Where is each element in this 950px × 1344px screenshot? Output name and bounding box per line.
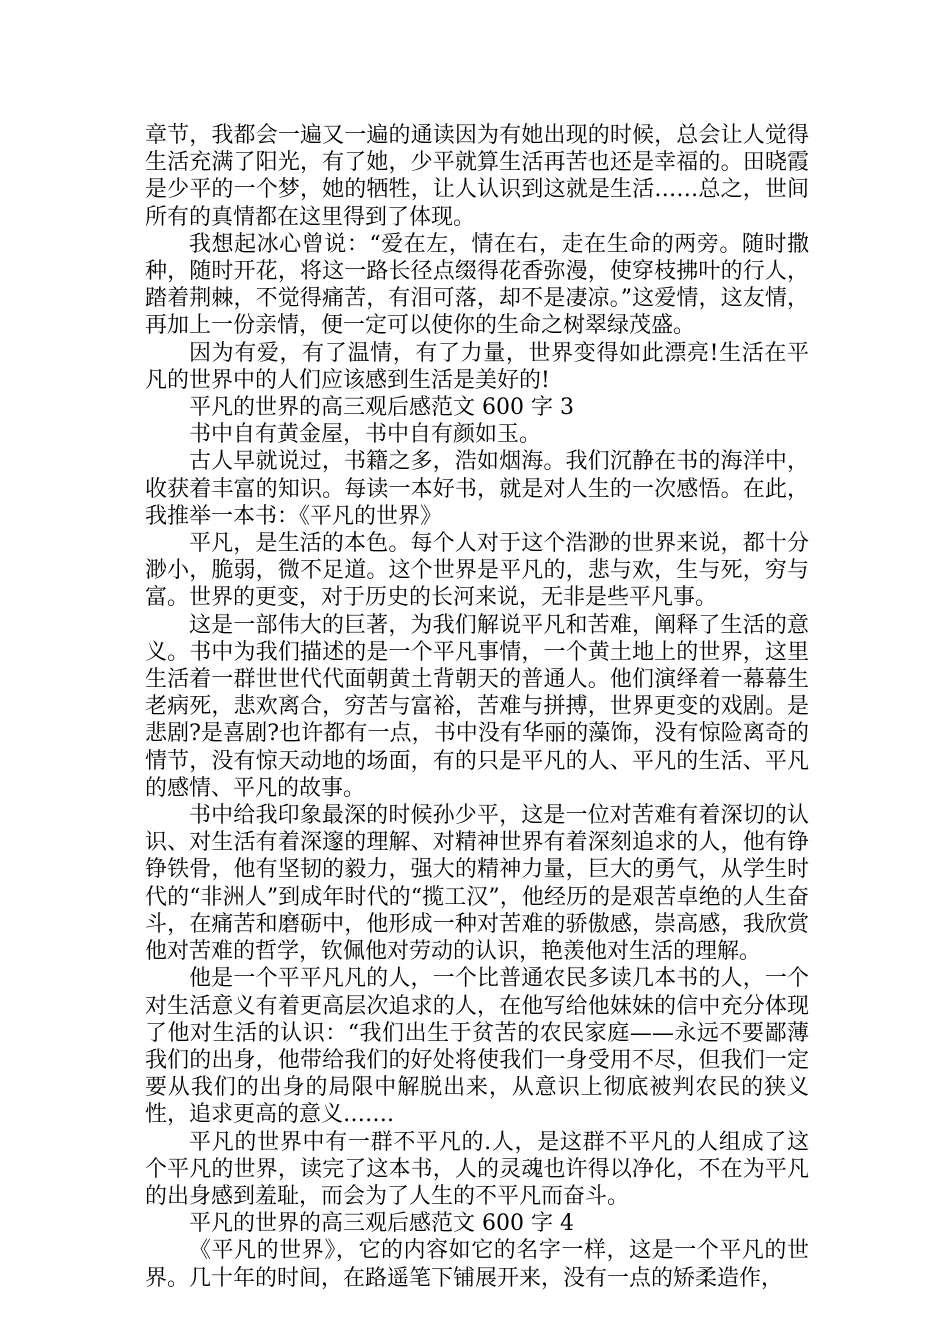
section-heading-3: 平凡的世界的高三观后感范文 600 字 3	[189, 395, 574, 421]
paragraph-5: 古人早就说过，书籍之多，浩如烟海。我们沉静在书的海洋中，收获着丰富的知识。每读一本好书，就是对人生的一次感悟。在此，我推举一本书：《平凡的世界》	[145, 449, 809, 529]
paragraph-4: 书中自有黄金屋，书中自有颜如玉。	[189, 422, 542, 448]
document-page	[145, 122, 809, 1292]
paragraph-7: 这是一部伟大的巨著，为我们解说平凡和苦难，阐释了生活的意义。书中为我们描述的是一个平凡事情，一个黄土地上的世界，这里生活着一群世世代代面朝黄土背朝天的普通人。他们演绎着一幕幕生老病死，悲欢离合，穷苦与富裕，苦难与拼搏，世界更变的戏剧。是悲剧?是喜剧?也许都有一点，书中没有华丽的藻饰，没有惊险离奇的情节，没有惊天动地的场面，有的只是平凡的人、平凡的生活、平凡的感情、平凡的故事。	[145, 612, 809, 801]
paragraph-6: 平凡，是生活的本色。每个人对于这个浩渺的世界来说，都十分渺小，脆弱，微不足道。这个世界是平凡的，悲与欢，生与死，穷与富。世界的更变，对于历史的长河来说，无非是些平凡事。	[145, 531, 809, 611]
paragraph-9: 他是一个平平凡凡的人，一个比普通农民多读几本书的人，一个对生活意义有着更高层次追求的人，在他写给他妹妹的信中充分体现了他对生活的认识：“我们出生于贫苦的农民家庭——永远不要鄙薄我们的出身，他带给我们的好处将使我们一身受用不尽，但我们一定要从我们的出身的局限中解脱出来，从意识上彻底被判农民的狭义性，追求更高的意义…….	[145, 966, 809, 1128]
paragraph-8: 书中给我印象最深的时候孙少平，这是一位对苦难有着深切的认识、对生活有着深邃的理解、对精神世界有着深刻追求的人，他有铮铮铁骨，他有坚韧的毅力，强大的精神力量，巨大的勇气，从学生时代的“非洲人”到成年时代的“揽工汉”，他经历的是艰苦卓绝的人生奋斗，在痛苦和磨砺中，他形成一种对苦难的骄傲感，崇高感，我欣赏他对苦难的哲学，钦佩他对劳动的认识，艳羡他对生活的理解。	[145, 803, 809, 965]
paragraph-11: 《平凡的世界》，它的内容如它的名字一样，这是一个平凡的世界。几十年的时间，在路遥笔下铺展开来，没有一点的矫柔造作，	[145, 1238, 809, 1291]
paragraph-1: 章节，我都会一遍又一遍的通读因为有她出现的时候，总会让人觉得生活充满了阳光，有了她，少平就算生活再苦也还是幸福的。田晓霞是少平的一个梦，她的牺牲，让人认识到这就是生活……总之，世间所有的真情都在这里得到了体现。	[145, 123, 809, 230]
section-heading-4: 平凡的世界的高三观后感范文 600 字 4	[189, 1211, 574, 1237]
paragraph-10: 平凡的世界中有一群不平凡的.人，是这群不平凡的人组成了这个平凡的世界，读完了这本书，人的灵魂也许得以净化，不在为平凡的出身感到羞耻，而会为了人生的不平凡而奋斗。	[145, 1129, 809, 1209]
paragraph-2: 我想起冰心曾说：“爱在左，情在右，走在生命的两旁。随时撒种，随时开花，将这一路长径点缀得花香弥漫，使穿枝拂叶的行人，踏着荆棘，不觉得痛苦，有泪可落，却不是凄凉。”这爱情，这友情，再加上一份亲情，便一定可以使你的生命之树翠绿茂盛。	[145, 231, 809, 339]
paragraph-3: 因为有爱，有了温情，有了力量，世界变得如此漂亮!生活在平凡的世界中的人们应该感到生活是美好的!	[145, 340, 809, 393]
